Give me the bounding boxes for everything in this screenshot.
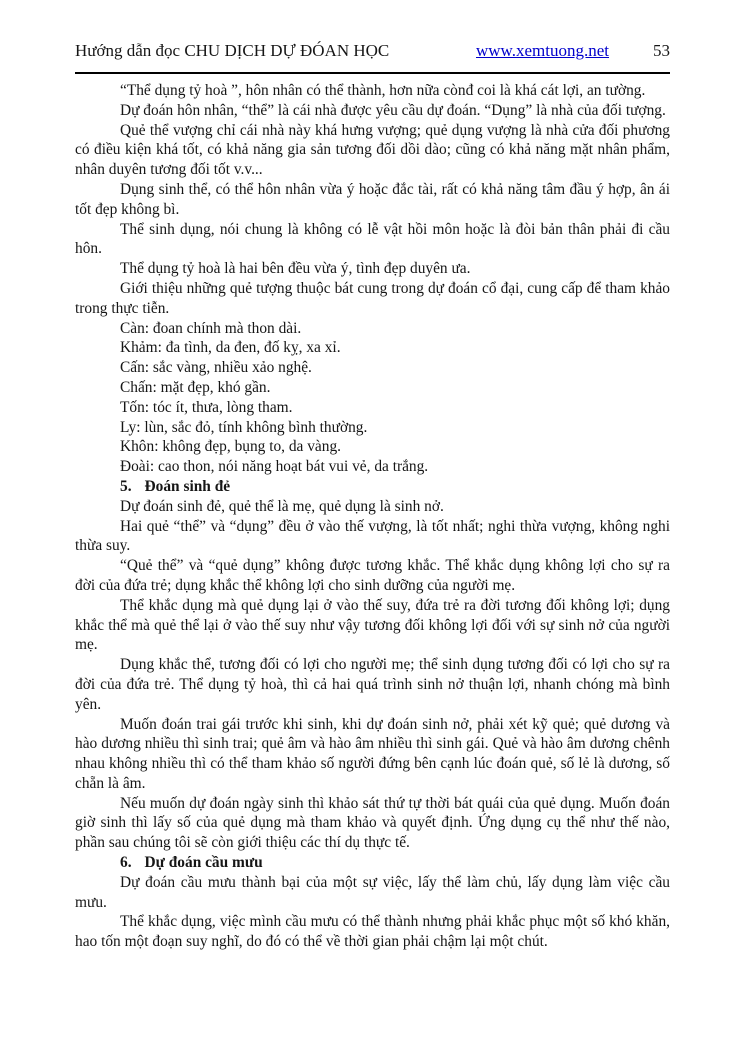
section-heading [75,477,670,497]
paragraph-text: “Thể dụng tỷ hoà ”, hôn nhân có thể thành, hơn nữa cònđ coi là khá cát lợi, an tường. [120,82,646,99]
paragraph [75,358,670,378]
paragraph [75,220,670,260]
paragraph-text: Hai quẻ “thể” và “dụng” đều ở vào thế vượng, là tốt nhất; nghi thừa vượng, không nghi thừa suy. [75,517,670,555]
paragraph [75,437,670,457]
paragraph [75,873,670,913]
paragraph-text: Càn: đoan chính mà thon dài. [120,319,302,337]
header-page-number: 53 [653,41,670,60]
section-heading [75,853,670,873]
paragraph-text: Muốn đoán trai gái trước khi sinh, khi dự đoán sinh nở, phải xét kỹ quẻ; quẻ dương và hào dương nhiều thì sinh trai; quẻ âm và hào âm nhiều thì sinh gái. Quẻ và hào âm dương chênh nhau không nhiều thì có thể tham khảo số người đứng bên cạnh lúc đoán quẻ, số lẻ là dương, số chẵn là âm. [75,715,670,792]
paragraph [75,497,670,517]
paragraph-text: Thể sinh dụng, nói chung là không có lễ vật hồi môn hoặc là đòi bản thân phải đi cầu hôn. [75,220,670,258]
header-link[interactable]: www.xemtuong.net [476,41,609,60]
heading-text: Đoán sinh đẻ [144,477,231,495]
heading-number: 5. [120,477,132,495]
page-body [75,81,670,952]
paragraph-text: Dự đoán cầu mưu thành bại của một sự việc, lấy thể làm chủ, lấy dụng làm việc cầu mưu. [75,873,670,911]
paragraph-text: Giới thiệu những quẻ tượng thuộc bát cung trong dự đoán cổ đại, cung cấp để tham khảo trong thực tiễn. [75,279,670,317]
paragraph [75,101,670,121]
paragraph-text: Thể khắc dụng, việc mình cầu mưu có thể thành nhưng phải khắc phục một số khó khăn, hao tốn một đoạn suy nghĩ, do đó có thể về thời gian phải chậm lại một chút. [75,913,670,951]
paragraph [75,556,670,596]
paragraph [75,517,670,557]
paragraph-text: Cấn: sắc vàng, nhiều xảo nghệ. [120,359,312,377]
paragraph [75,715,670,794]
paragraph-text: “Quẻ thể” và “quẻ dụng” không được tương khắc. Thể khắc dụng không lợi cho sự ra đời của đứa trẻ; dụng khắc thể không lợi cho sinh dưỡng của người mẹ. [75,557,670,594]
paragraph [75,418,670,438]
paragraph [75,259,670,279]
paragraph-text: Dụng khắc thể, tương đối có lợi cho người mẹ; thể sinh dụng tương đối có lợi cho sự ra đời của đứa trẻ. Thể dụng tỷ hoà, thì cả hai quá trình sinh nở thuận lợi, nhanh chóng mà bình yên. [75,656,670,713]
paragraph-text: Chấn: mặt đẹp, khó gần. [120,378,271,396]
paragraph-text: Dự đoán sinh đẻ, quẻ thể là mẹ, quẻ dụng là sinh nở. [120,497,444,515]
paragraph-text: Nếu muốn dự đoán ngày sinh thì khảo sát thứ tự thời bát quái của quẻ dụng. Muốn đoán giờ sinh thì lấy số của quẻ dụng mà tham khảo và quyết định. Ứng dụng cụ thể như thế nào, phần sau chúng tôi sẽ còn giới thiệu các thí dụ thực tế. [75,794,670,852]
heading-number: 6. [120,854,132,872]
paragraph [75,81,670,101]
paragraph-text: Dụng sinh thể, có thể hôn nhân vừa ý hoặc đắc tài, rất có khả năng tâm đầu ý hợp, ân ái tốt đẹp không bì. [75,180,670,218]
header-title: Hướng dẫn đọc CHU DỊCH DỰ ĐÓAN HỌC [75,41,390,60]
paragraph-text: Ly: lùn, sắc đỏ, tính không bình thường. [120,418,368,436]
paragraph [75,180,670,220]
paragraph [75,279,670,319]
paragraph [75,457,670,477]
paragraph [75,378,670,398]
paragraph [75,121,670,180]
paragraph-text: Thể khắc dụng mà quẻ dụng lại ở vào thế suy, đứa trẻ ra đời tương đối không lợi; dụng khắc thể mà quẻ thể lại ở vào thế suy như vậy tương đối không lợi đối với sự sinh nở của người mẹ. [75,596,670,654]
heading-text: Dự đoán cầu mưu [144,854,263,872]
paragraph-text: Thể dụng tỷ hoà là hai bên đều vừa ý, tình đẹp duyên ưa. [120,260,471,278]
page-content [75,40,670,952]
header-rule [75,72,670,74]
paragraph-text: Khôn: không đẹp, bụng to, da vàng. [120,438,341,456]
paragraph-text: Đoài: cao thon, nói năng hoạt bát vui vẻ, da trắng. [120,458,429,476]
paragraph-text: Dự đoán hôn nhân, “thể” là cái nhà được yêu cầu dự đoán. “Dụng” là nhà của đối tượng. [120,101,666,119]
paragraph-text: Khảm: đa tình, da đen, đố kỵ, xa xỉ. [120,339,341,357]
paragraph [75,338,670,358]
paragraph [75,319,670,339]
paragraph [75,655,670,714]
paragraph-text: Tốn: tóc ít, thưa, lòng tham. [120,398,293,416]
page-header [75,40,670,62]
paragraph [75,912,670,952]
paragraph [75,794,670,853]
paragraph [75,596,670,655]
paragraph-text: Quẻ thể vượng chỉ cái nhà này khá hưng vượng; quẻ dụng vượng là nhà cửa đối phương có điều kiện khá tốt, có khả năng gia sản tương đối dồi dào; cũng có khả năng mặt nhân phẩm, nhân duyên tương đối tốt v.v... [75,121,670,179]
paragraph [75,398,670,418]
